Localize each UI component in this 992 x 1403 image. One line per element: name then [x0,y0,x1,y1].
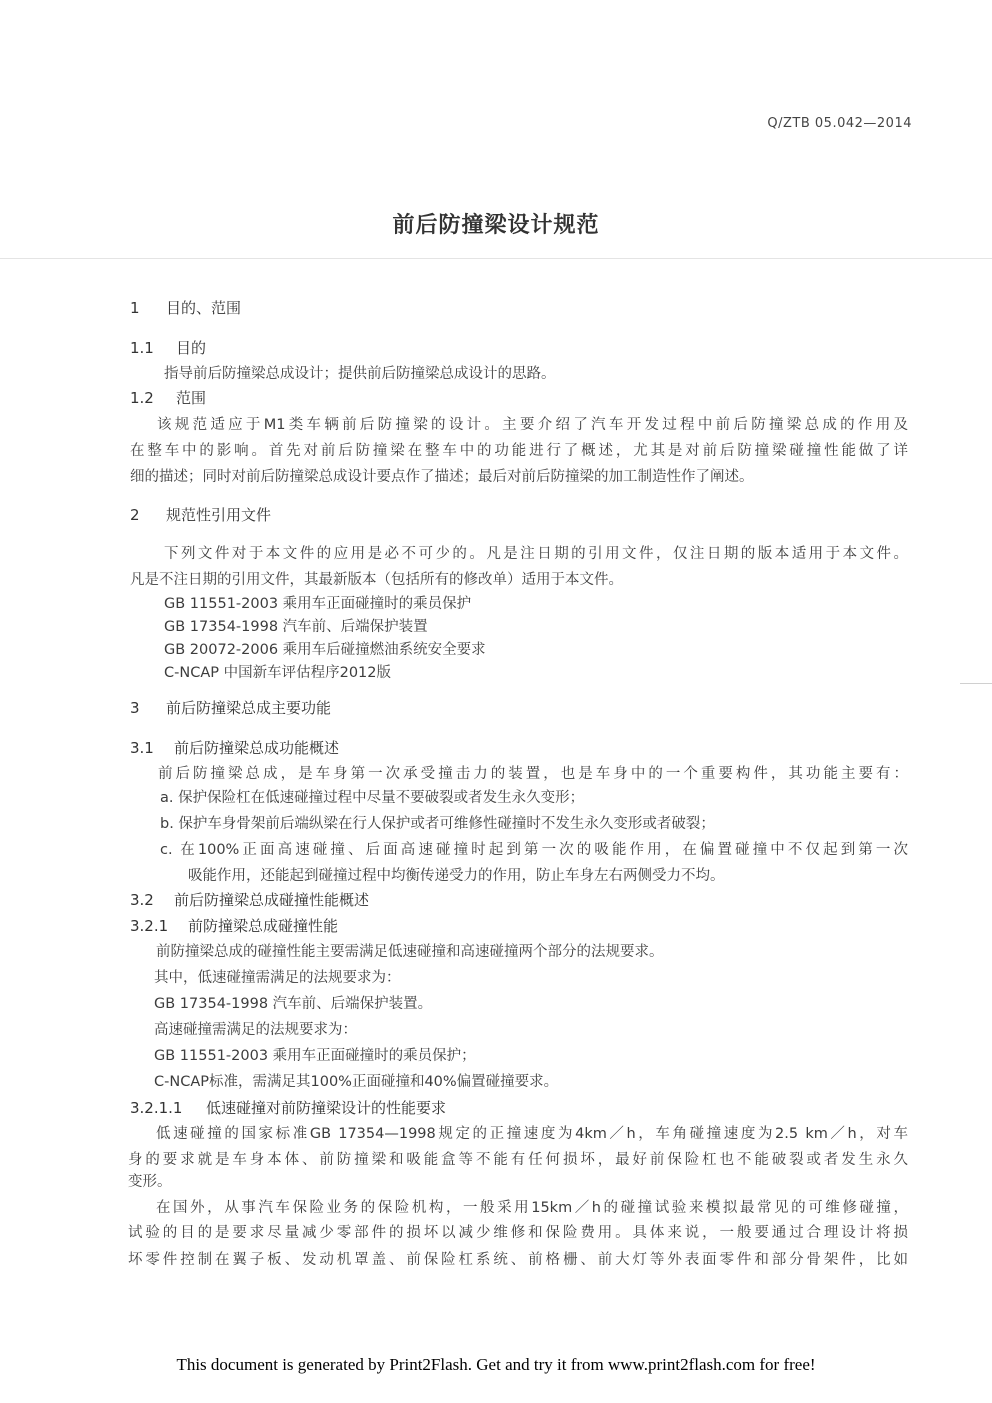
page-title: 前后防撞梁设计规范 [392,213,600,238]
section-heading-2 [130,505,271,525]
paragraph-line: 身的要求就是车身本体、前防撞梁和吸能盒等不能有任何损坏，最好前保险杠也不能破裂或者发生永久 [128,1152,908,1168]
section-number: 3 [130,699,140,717]
section-heading-3-1 [130,738,339,758]
paragraph-line: 其中，低速碰撞需满足的法规要求为： [154,970,401,986]
paragraph-line: 试验的目的是要求尽量减少零部件的损坏以减少维修和保险费用。具体来说，一般要通过合理设计将损 [128,1225,908,1241]
paragraph-line: 该规范适应于M1类车辆前后防撞梁的设计。主要介绍了汽车开发过程中前后防撞梁总成的作用及 [157,417,908,433]
reference-item: C-NCAP 中国新车评估程序2012版 [164,665,392,681]
section-number: 2 [130,506,140,524]
paragraph-line: GB 11551-2003 乘用车正面碰撞时的乘员保护； [154,1048,476,1064]
scan-artifact-mark [960,683,992,684]
document-code: Q/ZTB 05.042—2014 [767,116,912,131]
section-heading-3 [130,698,331,718]
section-number: 3.2 [130,891,154,909]
reference-item: GB 11551-2003 乘用车正面碰撞时的乘员保护 [164,596,472,612]
paragraph-line: 凡是不注日期的引用文件，其最新版本（包括所有的修改单）适用于本文件。 [130,572,623,588]
paragraph-line: 在整车中的影响。首先对前后防撞梁在整车中的功能进行了概述，尤其是对前后防撞梁碰撞性能做了详 [130,443,908,459]
footer-notice: This document is generated by Print2Flash. Get and try it from www.print2flash.com for free! [176,1355,816,1374]
paragraph-line: 下列文件对于本文件的应用是必不可少的。凡是注日期的引用文件，仅注日期的版本适用于本文件。 [164,546,908,562]
paragraph-line: 前后防撞梁总成，是车身第一次承受撞击力的装置，也是车身中的一个重要构件，其功能主要有： [158,766,908,782]
paragraph-line: GB 17354-1998 汽车前、后端保护装置。 [154,996,433,1012]
section-number: 1.1 [130,339,154,357]
section-title: 范围 [176,389,207,407]
section-title: 低速碰撞对前防撞梁设计的性能要求 [206,1099,447,1117]
section-heading-3-2-1-1 [130,1098,446,1118]
section-number: 1 [130,299,140,317]
section-number: 3.1 [130,739,154,757]
section-heading-3-2 [130,890,369,910]
list-item: b. 保护车身骨架前后端纵梁在行人保护或者可维修性碰撞时不发生永久变形或者破裂； [160,816,715,832]
section-title: 目的、范围 [166,299,242,317]
section-heading-1-2 [130,388,206,408]
scan-artifact-line [0,258,992,259]
section-number: 3.2.1 [130,917,169,935]
paragraph-line: 高速碰撞需满足的法规要求为： [154,1022,357,1038]
section-heading-1 [130,298,241,318]
list-item-continuation: 吸能作用，还能起到碰撞过程中均衡传递受力的作用，防止车身左右两侧受力不均。 [188,868,725,884]
paragraph-line: 指导前后防撞梁总成设计；提供前后防撞梁总成设计的思路。 [164,366,556,382]
paragraph-line: 前防撞梁总成的碰撞性能主要需满足低速碰撞和高速碰撞两个部分的法规要求。 [156,944,664,960]
list-item: a. 保护保险杠在低速碰撞过程中尽量不要破裂或者发生永久变形； [160,790,585,806]
section-title: 前后防撞梁总成主要功能 [166,699,332,717]
section-title: 前防撞梁总成碰撞性能 [188,917,339,935]
paragraph-line: 坏零件控制在翼子板、发动机罩盖、前保险杠系统、前格栅、前大灯等外表面零件和部分骨架件，比如 [128,1252,908,1268]
reference-item: GB 20072-2006 乘用车后碰撞燃油系统安全要求 [164,642,486,658]
paragraph-line: 细的描述；同时对前后防撞梁总成设计要点作了描述；最后对前后防撞梁的加工制造性作了阐述。 [130,469,754,485]
section-title: 规范性引用文件 [166,506,272,524]
section-number: 1.2 [130,389,154,407]
section-title: 前后防撞梁总成功能概述 [174,739,340,757]
section-heading-1-1 [130,338,206,358]
section-title: 目的 [176,339,207,357]
section-heading-3-2-1 [130,916,338,936]
list-item: c. 在100%正面高速碰撞、后面高速碰撞时起到第一次的吸能作用，在偏置碰撞中不仅起到第一次 [160,842,908,858]
section-number: 3.2.1.1 [130,1099,183,1117]
paragraph-line: 在国外，从事汽车保险业务的保险机构，一般采用15km／h的碰撞试验来模拟最常见的可维修碰撞， [156,1200,908,1216]
paragraph-line: 变形。 [128,1174,172,1190]
paragraph-line: 低速碰撞的国家标准GB 17354—1998规定的正撞速度为4km／h，车角碰撞速度为2.5 km／h，对车 [156,1126,908,1142]
section-title: 前后防撞梁总成碰撞性能概述 [174,891,370,909]
paragraph-line: C-NCAP标准，需满足其100%正面碰撞和40%偏置碰撞要求。 [154,1074,559,1090]
reference-item: GB 17354-1998 汽车前、后端保护装置 [164,619,428,635]
